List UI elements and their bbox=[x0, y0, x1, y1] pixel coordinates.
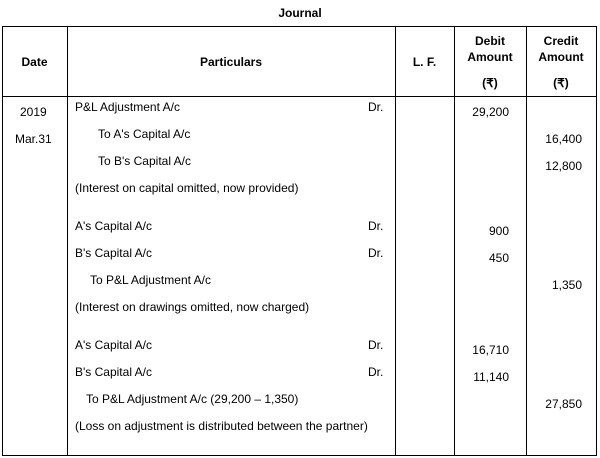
header-credit-line1: Credit bbox=[543, 34, 579, 48]
column-divider bbox=[67, 26, 68, 456]
journal-table bbox=[2, 26, 597, 456]
entry3-dr-label-1: Dr. bbox=[368, 338, 384, 352]
entry2-credit-amount: 1,350 bbox=[551, 278, 582, 292]
entry1-narration: (Interest on capital omitted, now provided) bbox=[75, 181, 299, 195]
entry3-debit-amount-2: 11,140 bbox=[473, 370, 509, 384]
entry2-dr-label-2: Dr. bbox=[368, 246, 384, 260]
table-border-right bbox=[596, 26, 597, 456]
entry1-credit-account-1: To A's Capital A/c bbox=[98, 127, 191, 141]
entry3-debit-account-2: B's Capital A/c bbox=[75, 365, 152, 379]
page-title: Journal bbox=[278, 6, 322, 20]
header-credit-unit: (₹) bbox=[553, 76, 569, 90]
entry1-credit-account-2: To B's Capital A/c bbox=[98, 154, 191, 168]
entry1-dr-label: Dr. bbox=[368, 100, 384, 114]
entry1-debit-account: P&L Adjustment A/c bbox=[75, 100, 180, 114]
entry2-credit-account: To P&L Adjustment A/c bbox=[90, 273, 211, 287]
date-year: 2019 bbox=[20, 105, 47, 119]
table-border-bottom bbox=[2, 455, 597, 456]
header-debit-unit: (₹) bbox=[482, 76, 498, 90]
entry3-dr-label-2: Dr. bbox=[368, 365, 384, 379]
header-divider bbox=[2, 96, 597, 97]
header-debit-line2: Amount bbox=[467, 50, 513, 64]
header-date: Date bbox=[21, 55, 48, 69]
entry2-debit-amount-2: 450 bbox=[488, 251, 509, 265]
entry3-credit-account: To P&L Adjustment A/c (29,200 – 1,350) bbox=[86, 392, 299, 406]
table-border-left bbox=[2, 26, 3, 456]
entry2-debit-amount-1: 900 bbox=[488, 224, 509, 238]
entry3-debit-amount-1: 16,710 bbox=[472, 343, 509, 357]
entry3-credit-amount: 27,850 bbox=[545, 397, 582, 411]
header-lf: L. F. bbox=[412, 55, 437, 69]
column-divider bbox=[395, 26, 396, 456]
entry1-credit-amount-2: 12,800 bbox=[545, 159, 582, 173]
entry3-debit-account-1: A's Capital A/c bbox=[75, 338, 152, 352]
header-debit-line1: Debit bbox=[475, 34, 505, 48]
header-particulars: Particulars bbox=[199, 55, 263, 69]
entry1-credit-amount-1: 16,400 bbox=[545, 132, 582, 146]
entry3-narration: (Loss on adjustment is distributed between the partner) bbox=[75, 419, 368, 433]
entry2-dr-label-1: Dr. bbox=[368, 219, 384, 233]
table-border-top bbox=[2, 26, 597, 27]
entry2-debit-account-1: A's Capital A/c bbox=[75, 219, 152, 233]
entry2-debit-account-2: B's Capital A/c bbox=[75, 246, 152, 260]
entry1-debit-amount: 29,200 bbox=[472, 105, 509, 119]
date-day: Mar.31 bbox=[15, 132, 52, 146]
entry2-narration: (Interest on drawings omitted, now charged) bbox=[75, 300, 310, 314]
header-credit-line2: Amount bbox=[538, 50, 584, 64]
